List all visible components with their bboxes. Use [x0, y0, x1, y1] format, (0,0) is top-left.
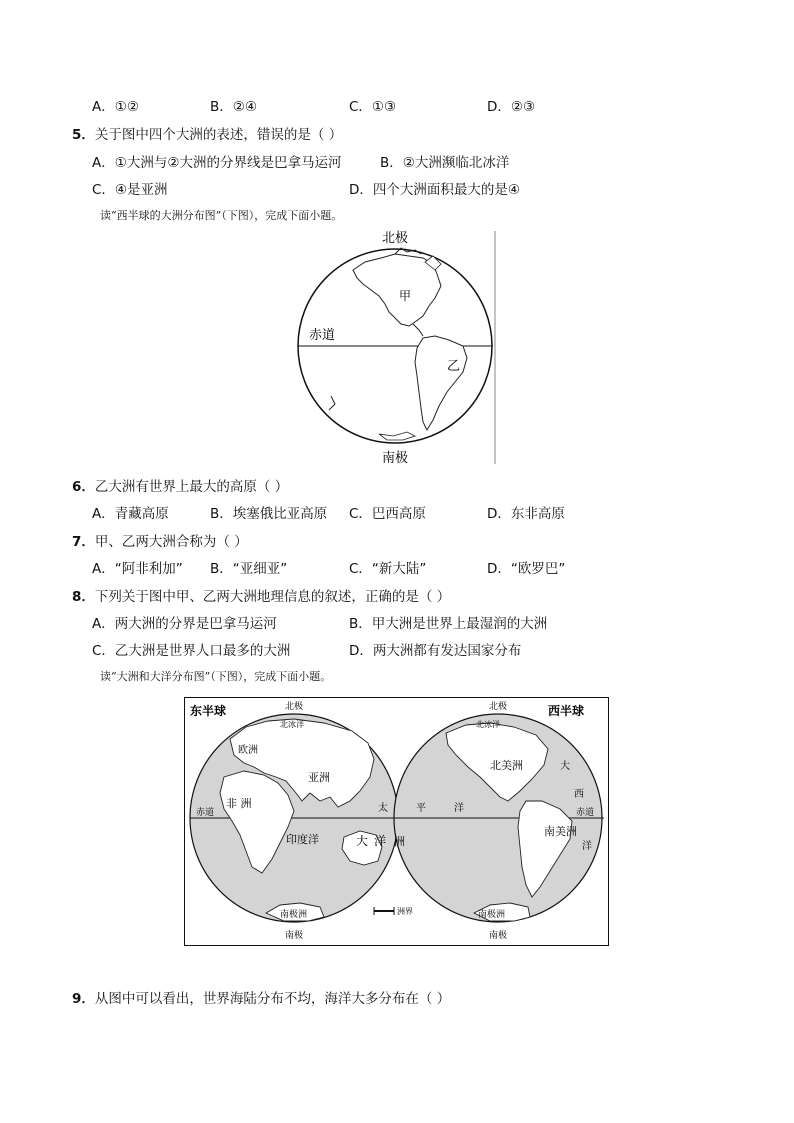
intro-text-1: 读“西半球的大洲分布图”（下图），完成下面小题。 — [100, 209, 343, 222]
western-hemisphere-map — [295, 226, 505, 468]
pacific-char-tai: 太 — [378, 803, 388, 814]
q5-option-a[interactable]: A．①大洲与②大洲的分界线是巴拿马运河 — [92, 155, 342, 171]
q4-option-c[interactable]: C．①③ — [349, 99, 397, 115]
atlantic-char-da: 大 — [560, 761, 570, 772]
q6-option-d[interactable]: D．东非高原 — [487, 506, 565, 522]
arctic-ocean-label-west: 北冰洋 — [476, 720, 500, 729]
question-stem: 乙大洲有世界上最大的高原（ ） — [94, 479, 289, 495]
q7-option-b[interactable]: B．“亚细亚” — [210, 561, 288, 577]
q8-option-c[interactable]: C．乙大洲是世界人口最多的大洲 — [92, 643, 291, 659]
q5-option-c[interactable]: C．④是亚洲 — [92, 182, 168, 198]
q7-option-a[interactable]: A．“阿非利加” — [92, 561, 183, 577]
antarctica-east-label: 南极洲 — [280, 910, 308, 920]
boundary-legend-label: 洲界 — [397, 907, 413, 916]
west-equator-label: 赤道 — [576, 808, 595, 818]
antarctica-west-label: 南极洲 — [478, 910, 506, 920]
north-america-label: 北美洲 — [490, 759, 523, 772]
continent-jia-label: 甲 — [399, 289, 412, 303]
intro-text-2: 读“大洲和大洋分布图”（下图），完成下面小题。 — [100, 670, 332, 683]
europe-label: 欧洲 — [238, 745, 258, 756]
map1-north-pole-label: 北极 — [381, 231, 409, 246]
question-5 — [72, 123, 342, 143]
arctic-ocean-label-east: 北冰洋 — [280, 720, 304, 729]
q8-option-a[interactable]: A．两大洲的分界是巴拿马运河 — [92, 616, 277, 632]
q6-option-a[interactable]: A．青藏高原 — [92, 506, 169, 522]
question-9 — [72, 987, 450, 1007]
asia-label: 亚洲 — [308, 771, 330, 784]
q5-option-d[interactable]: D．四个大洲面积最大的是④ — [349, 182, 520, 198]
east-equator-label: 赤道 — [196, 808, 215, 818]
africa-label: 非 洲 — [226, 797, 252, 810]
pacific-char-yang: 洋 — [454, 803, 464, 814]
question-stem: 甲、乙两大洲合称为（ ） — [94, 534, 248, 550]
atlantic-char-xi: 西 — [574, 789, 584, 800]
q4-option-a[interactable]: A．①② — [92, 99, 139, 115]
question-stem: 下列关于图中甲、乙两大洲地理信息的叙述，正确的是（ ） — [94, 589, 451, 605]
east-hemisphere-title: 东半球 — [190, 704, 227, 718]
q8-option-b[interactable]: B．甲大洲是世界上最湿润的大洲 — [349, 616, 548, 632]
indian-ocean-label: 印度洋 — [286, 833, 319, 846]
question-number: 9． — [72, 991, 95, 1007]
question-number: 7． — [72, 534, 95, 550]
q6-option-c[interactable]: C．巴西高原 — [349, 506, 426, 522]
west-hemisphere-title: 西半球 — [548, 704, 585, 718]
question-7 — [72, 530, 248, 550]
question-number: 8． — [72, 589, 95, 605]
continent-yi-label: 乙 — [447, 359, 461, 374]
west-north-pole-label: 北极 — [488, 702, 508, 712]
question-number: 5． — [72, 127, 95, 143]
question-number: 6． — [72, 479, 95, 495]
q4-option-b[interactable]: B．②④ — [210, 99, 257, 115]
q8-option-d[interactable]: D．两大洲都有发达国家分布 — [349, 643, 522, 659]
question-stem: 从图中可以看出，世界海陆分布不均，海洋大多分布在（ ） — [94, 991, 451, 1007]
q4-option-d[interactable]: D．②③ — [487, 99, 536, 115]
atlantic-char-yang: 洋 — [582, 841, 592, 852]
question-8 — [72, 585, 450, 605]
oceania-char-zhou: 洲 — [394, 835, 405, 848]
west-south-pole-label: 南极 — [488, 931, 508, 941]
q5-option-b[interactable]: B．②大洲濒临北冰洋 — [380, 155, 510, 171]
world-continents-oceans-map — [184, 697, 610, 947]
east-south-pole-label: 南极 — [284, 931, 304, 941]
q7-option-c[interactable]: C．“新大陆” — [349, 561, 427, 577]
map1-equator-label: 赤道 — [309, 328, 336, 343]
oceania-char-da: 大 — [356, 834, 369, 848]
q6-option-b[interactable]: B．埃塞俄比亚高原 — [210, 506, 328, 522]
pacific-char-ping: 平 — [416, 803, 426, 814]
east-north-pole-label: 北极 — [284, 702, 304, 712]
question-stem: 关于图中四个大洲的表述，错误的是（ ） — [94, 127, 343, 143]
q7-option-d[interactable]: D．“欧罗巴” — [487, 561, 566, 577]
oceania-char-yang: 洋 — [374, 834, 387, 848]
map1-south-pole-label: 南极 — [381, 451, 409, 466]
question-6 — [72, 475, 288, 495]
south-america-label: 南美洲 — [544, 825, 577, 838]
